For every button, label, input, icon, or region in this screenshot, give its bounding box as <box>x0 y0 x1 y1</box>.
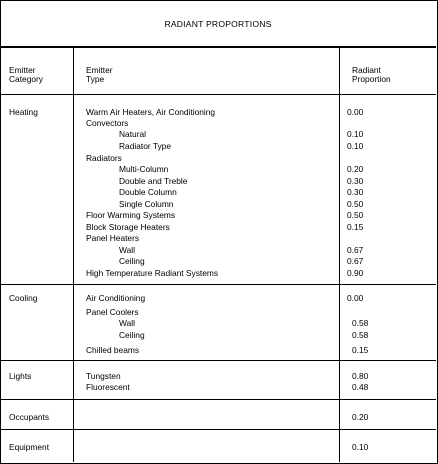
value-cell: 0.90 <box>347 268 364 278</box>
type-cell: Panel Heaters <box>86 233 140 243</box>
value-cell: 0.50 <box>347 210 364 220</box>
value-cell: 0.58 <box>352 318 369 328</box>
value-cell: 0.20 <box>352 412 369 422</box>
cooling-divider <box>0 360 436 361</box>
type-cell: Double Column <box>119 187 177 197</box>
value-cell: 0.30 <box>347 187 364 197</box>
value-cell: 0.00 <box>347 107 364 117</box>
value-cell: 0.80 <box>352 371 369 381</box>
value-cell: 0.20 <box>347 164 364 174</box>
value-cell: 0.00 <box>347 293 364 303</box>
header-category-line2: Category <box>9 74 43 84</box>
value-cell: 0.30 <box>347 176 364 186</box>
type-cell: Multi-Column <box>119 164 169 174</box>
lights-divider <box>0 399 436 400</box>
header-proportion-line1: Radiant <box>352 65 381 75</box>
occupants-divider <box>0 429 436 430</box>
category-heating: Heating <box>9 107 38 117</box>
value-cell: 0.58 <box>352 330 369 340</box>
value-cell: 0.10 <box>347 141 364 151</box>
value-cell: 0.50 <box>347 199 364 209</box>
value-cell: 0.10 <box>352 442 369 452</box>
type-cell: Panel Coolers <box>86 307 139 317</box>
type-cell: Natural <box>119 129 146 139</box>
type-cell: Air Conditioning <box>86 293 146 303</box>
value-cell: 0.67 <box>347 256 364 266</box>
type-cell: Tungsten <box>86 371 121 381</box>
category-cooling: Cooling <box>9 293 38 303</box>
title-divider <box>0 46 436 48</box>
category-equipment: Equipment <box>9 442 50 452</box>
type-cell: Chilled beams <box>86 345 140 355</box>
value-cell: 0.10 <box>347 129 364 139</box>
header-proportion-line2: Proportion <box>352 74 391 84</box>
type-cell: Fluorescent <box>86 382 130 392</box>
category-lights: Lights <box>9 371 32 381</box>
header-type-line1: Emitter <box>86 65 113 75</box>
table-title: RADIANT PROPORTIONS <box>164 19 272 29</box>
column-divider-2 <box>339 46 340 462</box>
heating-divider <box>0 284 436 285</box>
type-cell: Warm Air Heaters, Air Conditioning <box>86 107 216 117</box>
type-cell: Ceiling <box>119 256 145 266</box>
column-divider-1 <box>73 46 74 462</box>
type-cell: Radiator Type <box>119 141 171 151</box>
type-cell: Block Storage Heaters <box>86 222 170 232</box>
type-cell: Convectors <box>86 118 129 128</box>
type-cell: Single Column <box>119 199 174 209</box>
type-cell: Radiators <box>86 153 122 163</box>
type-cell: Ceiling <box>119 330 145 340</box>
header-category-line1: Emitter <box>9 65 36 75</box>
type-cell: Floor Warming Systems <box>86 210 176 220</box>
category-occupants: Occupants <box>9 412 50 422</box>
value-cell: 0.15 <box>352 345 369 355</box>
value-cell: 0.15 <box>347 222 364 232</box>
value-cell: 0.48 <box>352 382 369 392</box>
type-cell: High Temperature Radiant Systems <box>86 268 219 278</box>
type-cell: Wall <box>119 318 135 328</box>
type-cell: Double and Treble <box>119 176 188 186</box>
header-type-line2: Type <box>86 74 105 84</box>
type-cell: Wall <box>119 245 135 255</box>
value-cell: 0.67 <box>347 245 364 255</box>
header-divider <box>0 94 436 95</box>
